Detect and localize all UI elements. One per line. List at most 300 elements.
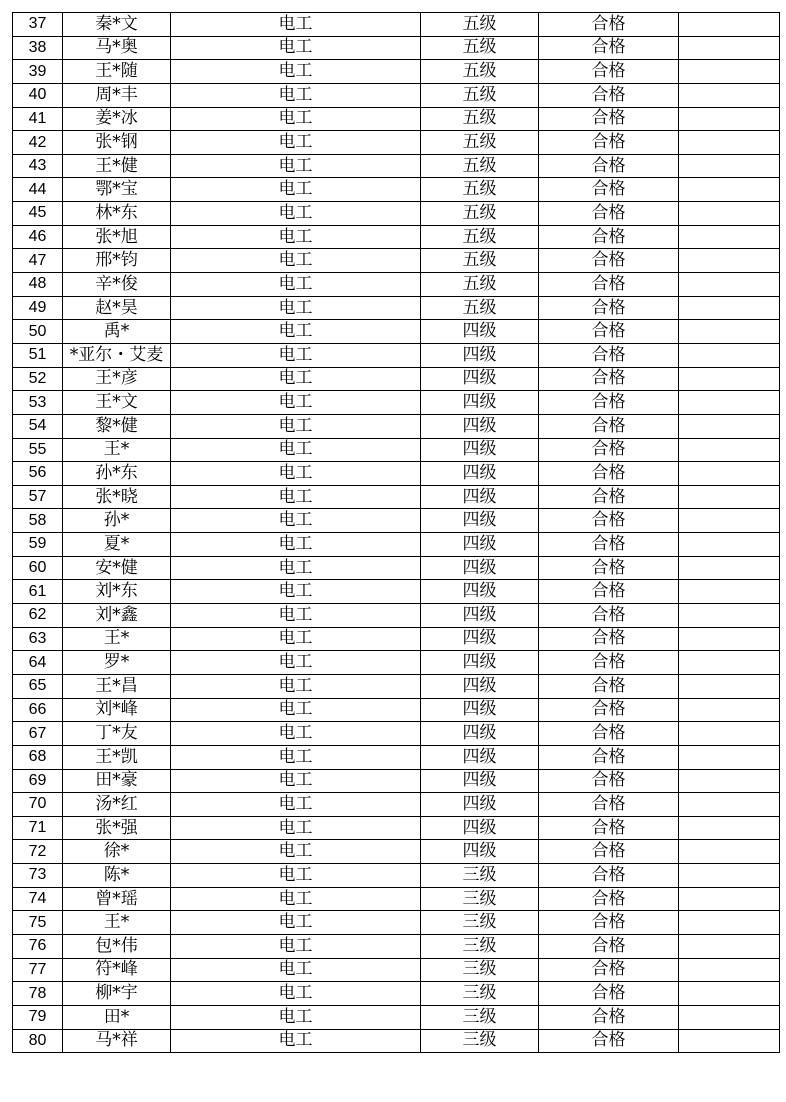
skill-level: 四级: [421, 580, 539, 604]
skill-level: 五级: [421, 249, 539, 273]
table-row: [13, 13, 780, 37]
skill-level: 三级: [421, 864, 539, 888]
job-type: 电工: [171, 769, 421, 793]
result-status: 合格: [539, 249, 679, 273]
table-row: [13, 462, 780, 486]
table-row: [13, 414, 780, 438]
job-type: 电工: [171, 509, 421, 533]
remark-cell: [679, 674, 780, 698]
person-name: 罗*: [63, 651, 171, 675]
remark-cell: [679, 840, 780, 864]
table-row: [13, 864, 780, 888]
job-type: 电工: [171, 958, 421, 982]
skill-level: 四级: [421, 509, 539, 533]
table-row: [13, 556, 780, 580]
row-number: 62: [13, 604, 63, 628]
remark-cell: [679, 438, 780, 462]
person-name: 王*凯: [63, 745, 171, 769]
job-type: 电工: [171, 911, 421, 935]
result-status: 合格: [539, 769, 679, 793]
result-status: 合格: [539, 485, 679, 509]
remark-cell: [679, 83, 780, 107]
job-type: 电工: [171, 13, 421, 37]
table-row: [13, 745, 780, 769]
row-number: 48: [13, 273, 63, 297]
skill-level: 五级: [421, 202, 539, 226]
person-name: 林*东: [63, 202, 171, 226]
job-type: 电工: [171, 485, 421, 509]
remark-cell: [679, 911, 780, 935]
remark-cell: [679, 769, 780, 793]
person-name: 邢*钧: [63, 249, 171, 273]
skill-level: 五级: [421, 13, 539, 37]
result-status: 合格: [539, 674, 679, 698]
remark-cell: [679, 722, 780, 746]
person-name: 禹*: [63, 320, 171, 344]
person-name: 夏*: [63, 533, 171, 557]
result-status: 合格: [539, 391, 679, 415]
row-number: 43: [13, 154, 63, 178]
job-type: 电工: [171, 343, 421, 367]
skill-level: 四级: [421, 698, 539, 722]
table-row: [13, 83, 780, 107]
remark-cell: [679, 864, 780, 888]
table-row: [13, 887, 780, 911]
person-name: 马*奥: [63, 36, 171, 60]
table-row: [13, 509, 780, 533]
result-status: 合格: [539, 83, 679, 107]
result-status: 合格: [539, 320, 679, 344]
table-row: [13, 958, 780, 982]
remark-cell: [679, 391, 780, 415]
result-status: 合格: [539, 934, 679, 958]
job-type: 电工: [171, 414, 421, 438]
table-row: [13, 178, 780, 202]
remark-cell: [679, 273, 780, 297]
skill-level: 五级: [421, 107, 539, 131]
skill-level: 五级: [421, 36, 539, 60]
remark-cell: [679, 202, 780, 226]
job-type: 电工: [171, 462, 421, 486]
skill-level: 三级: [421, 934, 539, 958]
result-status: 合格: [539, 367, 679, 391]
person-name: 姜*冰: [63, 107, 171, 131]
table-row: [13, 225, 780, 249]
remark-cell: [679, 698, 780, 722]
job-type: 电工: [171, 202, 421, 226]
result-status: 合格: [539, 273, 679, 297]
skill-level: 五级: [421, 178, 539, 202]
result-status: 合格: [539, 533, 679, 557]
remark-cell: [679, 793, 780, 817]
skill-level: 五级: [421, 296, 539, 320]
table-row: [13, 698, 780, 722]
job-type: 电工: [171, 864, 421, 888]
row-number: 56: [13, 462, 63, 486]
row-number: 41: [13, 107, 63, 131]
table-row: [13, 722, 780, 746]
person-name: 辛*俊: [63, 273, 171, 297]
skill-level: 三级: [421, 958, 539, 982]
row-number: 58: [13, 509, 63, 533]
skill-level: 四级: [421, 367, 539, 391]
remark-cell: [679, 343, 780, 367]
row-number: 54: [13, 414, 63, 438]
person-name: 张*强: [63, 816, 171, 840]
person-name: 孙*东: [63, 462, 171, 486]
table-row: [13, 982, 780, 1006]
skill-level: 三级: [421, 1029, 539, 1053]
remark-cell: [679, 1029, 780, 1053]
skill-level: 四级: [421, 320, 539, 344]
job-type: 电工: [171, 556, 421, 580]
result-status: 合格: [539, 627, 679, 651]
person-name: 刘*峰: [63, 698, 171, 722]
person-name: 孙*: [63, 509, 171, 533]
result-status: 合格: [539, 225, 679, 249]
skill-level: 三级: [421, 887, 539, 911]
remark-cell: [679, 745, 780, 769]
row-number: 59: [13, 533, 63, 557]
job-type: 电工: [171, 934, 421, 958]
row-number: 61: [13, 580, 63, 604]
remark-cell: [679, 107, 780, 131]
table-row: [13, 816, 780, 840]
person-name: 马*祥: [63, 1029, 171, 1053]
skill-level: 四级: [421, 840, 539, 864]
table-row: [13, 1005, 780, 1029]
skill-level: 五级: [421, 225, 539, 249]
job-type: 电工: [171, 391, 421, 415]
result-status: 合格: [539, 131, 679, 155]
job-type: 电工: [171, 178, 421, 202]
table-row: [13, 651, 780, 675]
table-row: [13, 391, 780, 415]
person-name: 符*峰: [63, 958, 171, 982]
skill-level: 四级: [421, 462, 539, 486]
result-status: 合格: [539, 107, 679, 131]
skill-level: 四级: [421, 674, 539, 698]
skill-level: 四级: [421, 391, 539, 415]
result-status: 合格: [539, 1029, 679, 1053]
job-type: 电工: [171, 722, 421, 746]
result-status: 合格: [539, 864, 679, 888]
person-name: 王*: [63, 911, 171, 935]
job-type: 电工: [171, 533, 421, 557]
row-number: 77: [13, 958, 63, 982]
table-row: [13, 296, 780, 320]
job-type: 电工: [171, 296, 421, 320]
row-number: 44: [13, 178, 63, 202]
remark-cell: [679, 178, 780, 202]
person-name: 秦*文: [63, 13, 171, 37]
job-type: 电工: [171, 745, 421, 769]
row-number: 71: [13, 816, 63, 840]
table-row: [13, 273, 780, 297]
job-type: 电工: [171, 249, 421, 273]
person-name: 赵*昊: [63, 296, 171, 320]
remark-cell: [679, 367, 780, 391]
row-number: 80: [13, 1029, 63, 1053]
result-status: 合格: [539, 887, 679, 911]
remark-cell: [679, 249, 780, 273]
result-status: 合格: [539, 604, 679, 628]
remark-cell: [679, 982, 780, 1006]
row-number: 40: [13, 83, 63, 107]
person-name: 王*: [63, 438, 171, 462]
row-number: 74: [13, 887, 63, 911]
person-name: 刘*鑫: [63, 604, 171, 628]
table-row: [13, 627, 780, 651]
remark-cell: [679, 131, 780, 155]
job-type: 电工: [171, 1029, 421, 1053]
job-type: 电工: [171, 83, 421, 107]
skill-level: 五级: [421, 83, 539, 107]
job-type: 电工: [171, 982, 421, 1006]
remark-cell: [679, 60, 780, 84]
table-row: [13, 343, 780, 367]
table-row: [13, 131, 780, 155]
person-name: 张*旭: [63, 225, 171, 249]
skill-level: 四级: [421, 414, 539, 438]
job-type: 电工: [171, 1005, 421, 1029]
table-row: [13, 911, 780, 935]
skill-level: 五级: [421, 154, 539, 178]
table-row: [13, 60, 780, 84]
table-row: [13, 367, 780, 391]
skill-level: 五级: [421, 131, 539, 155]
row-number: 60: [13, 556, 63, 580]
result-status: 合格: [539, 36, 679, 60]
table-row: [13, 533, 780, 557]
table-row: [13, 249, 780, 273]
remark-cell: [679, 225, 780, 249]
result-status: 合格: [539, 202, 679, 226]
result-status: 合格: [539, 154, 679, 178]
table-row: [13, 934, 780, 958]
result-status: 合格: [539, 509, 679, 533]
skill-level: 三级: [421, 911, 539, 935]
row-number: 70: [13, 793, 63, 817]
row-number: 76: [13, 934, 63, 958]
result-status: 合格: [539, 343, 679, 367]
result-status: 合格: [539, 840, 679, 864]
skill-level: 五级: [421, 60, 539, 84]
job-type: 电工: [171, 887, 421, 911]
table-row: [13, 793, 780, 817]
result-status: 合格: [539, 958, 679, 982]
skill-level: 四级: [421, 556, 539, 580]
job-type: 电工: [171, 580, 421, 604]
skill-level: 四级: [421, 343, 539, 367]
remark-cell: [679, 154, 780, 178]
result-status: 合格: [539, 414, 679, 438]
result-status: 合格: [539, 982, 679, 1006]
row-number: 69: [13, 769, 63, 793]
result-status: 合格: [539, 1005, 679, 1029]
row-number: 63: [13, 627, 63, 651]
person-name: 刘*东: [63, 580, 171, 604]
row-number: 38: [13, 36, 63, 60]
row-number: 50: [13, 320, 63, 344]
table-row: [13, 438, 780, 462]
result-status: 合格: [539, 698, 679, 722]
row-number: 79: [13, 1005, 63, 1029]
row-number: 73: [13, 864, 63, 888]
result-status: 合格: [539, 722, 679, 746]
result-status: 合格: [539, 556, 679, 580]
table-row: [13, 580, 780, 604]
person-name: 黎*健: [63, 414, 171, 438]
row-number: 45: [13, 202, 63, 226]
result-status: 合格: [539, 911, 679, 935]
result-status: 合格: [539, 745, 679, 769]
table-row: [13, 1029, 780, 1053]
row-number: 49: [13, 296, 63, 320]
person-name: 包*伟: [63, 934, 171, 958]
table-row: [13, 320, 780, 344]
row-number: 64: [13, 651, 63, 675]
person-name: 王*文: [63, 391, 171, 415]
person-name: 张*晓: [63, 485, 171, 509]
remark-cell: [679, 36, 780, 60]
job-type: 电工: [171, 604, 421, 628]
person-name: 汤*红: [63, 793, 171, 817]
person-name: 丁*友: [63, 722, 171, 746]
table-row: [13, 202, 780, 226]
person-name: 徐*: [63, 840, 171, 864]
result-status: 合格: [539, 816, 679, 840]
skill-level: 三级: [421, 982, 539, 1006]
row-number: 37: [13, 13, 63, 37]
person-name: 王*健: [63, 154, 171, 178]
remark-cell: [679, 887, 780, 911]
skill-level: 四级: [421, 627, 539, 651]
table-row: [13, 107, 780, 131]
skill-level: 四级: [421, 816, 539, 840]
skill-level: 四级: [421, 438, 539, 462]
row-number: 47: [13, 249, 63, 273]
results-table-body: [13, 13, 780, 1053]
job-type: 电工: [171, 367, 421, 391]
person-name: 鄂*宝: [63, 178, 171, 202]
person-name: *亚尔・艾麦: [63, 343, 171, 367]
remark-cell: [679, 320, 780, 344]
result-status: 合格: [539, 793, 679, 817]
row-number: 68: [13, 745, 63, 769]
table-row: [13, 485, 780, 509]
result-status: 合格: [539, 651, 679, 675]
remark-cell: [679, 651, 780, 675]
result-status: 合格: [539, 178, 679, 202]
result-status: 合格: [539, 580, 679, 604]
job-type: 电工: [171, 60, 421, 84]
row-number: 51: [13, 343, 63, 367]
remark-cell: [679, 414, 780, 438]
remark-cell: [679, 958, 780, 982]
table-row: [13, 769, 780, 793]
remark-cell: [679, 816, 780, 840]
job-type: 电工: [171, 840, 421, 864]
row-number: 42: [13, 131, 63, 155]
table-row: [13, 604, 780, 628]
remark-cell: [679, 556, 780, 580]
remark-cell: [679, 13, 780, 37]
job-type: 电工: [171, 627, 421, 651]
remark-cell: [679, 485, 780, 509]
job-type: 电工: [171, 36, 421, 60]
table-row: [13, 840, 780, 864]
skill-level: 四级: [421, 485, 539, 509]
person-name: 田*: [63, 1005, 171, 1029]
remark-cell: [679, 604, 780, 628]
person-name: 王*昌: [63, 674, 171, 698]
skill-level: 四级: [421, 604, 539, 628]
job-type: 电工: [171, 154, 421, 178]
skill-level: 五级: [421, 273, 539, 297]
person-name: 柳*宇: [63, 982, 171, 1006]
remark-cell: [679, 296, 780, 320]
person-name: 陈*: [63, 864, 171, 888]
person-name: 安*健: [63, 556, 171, 580]
person-name: 田*豪: [63, 769, 171, 793]
person-name: 王*彦: [63, 367, 171, 391]
row-number: 46: [13, 225, 63, 249]
job-type: 电工: [171, 131, 421, 155]
results-table: [12, 12, 780, 1053]
job-type: 电工: [171, 107, 421, 131]
row-number: 65: [13, 674, 63, 698]
job-type: 电工: [171, 674, 421, 698]
job-type: 电工: [171, 438, 421, 462]
remark-cell: [679, 533, 780, 557]
row-number: 66: [13, 698, 63, 722]
remark-cell: [679, 580, 780, 604]
row-number: 39: [13, 60, 63, 84]
remark-cell: [679, 509, 780, 533]
skill-level: 四级: [421, 651, 539, 675]
row-number: 67: [13, 722, 63, 746]
skill-level: 四级: [421, 533, 539, 557]
person-name: 王*: [63, 627, 171, 651]
result-status: 合格: [539, 13, 679, 37]
job-type: 电工: [171, 698, 421, 722]
person-name: 曾*瑶: [63, 887, 171, 911]
job-type: 电工: [171, 320, 421, 344]
job-type: 电工: [171, 225, 421, 249]
row-number: 78: [13, 982, 63, 1006]
result-status: 合格: [539, 296, 679, 320]
skill-level: 三级: [421, 1005, 539, 1029]
job-type: 电工: [171, 793, 421, 817]
table-row: [13, 674, 780, 698]
skill-level: 四级: [421, 722, 539, 746]
job-type: 电工: [171, 651, 421, 675]
remark-cell: [679, 1005, 780, 1029]
row-number: 52: [13, 367, 63, 391]
remark-cell: [679, 627, 780, 651]
job-type: 电工: [171, 816, 421, 840]
skill-level: 四级: [421, 793, 539, 817]
row-number: 55: [13, 438, 63, 462]
job-type: 电工: [171, 273, 421, 297]
result-status: 合格: [539, 60, 679, 84]
table-row: [13, 154, 780, 178]
result-status: 合格: [539, 438, 679, 462]
remark-cell: [679, 934, 780, 958]
result-status: 合格: [539, 462, 679, 486]
person-name: 周*丰: [63, 83, 171, 107]
